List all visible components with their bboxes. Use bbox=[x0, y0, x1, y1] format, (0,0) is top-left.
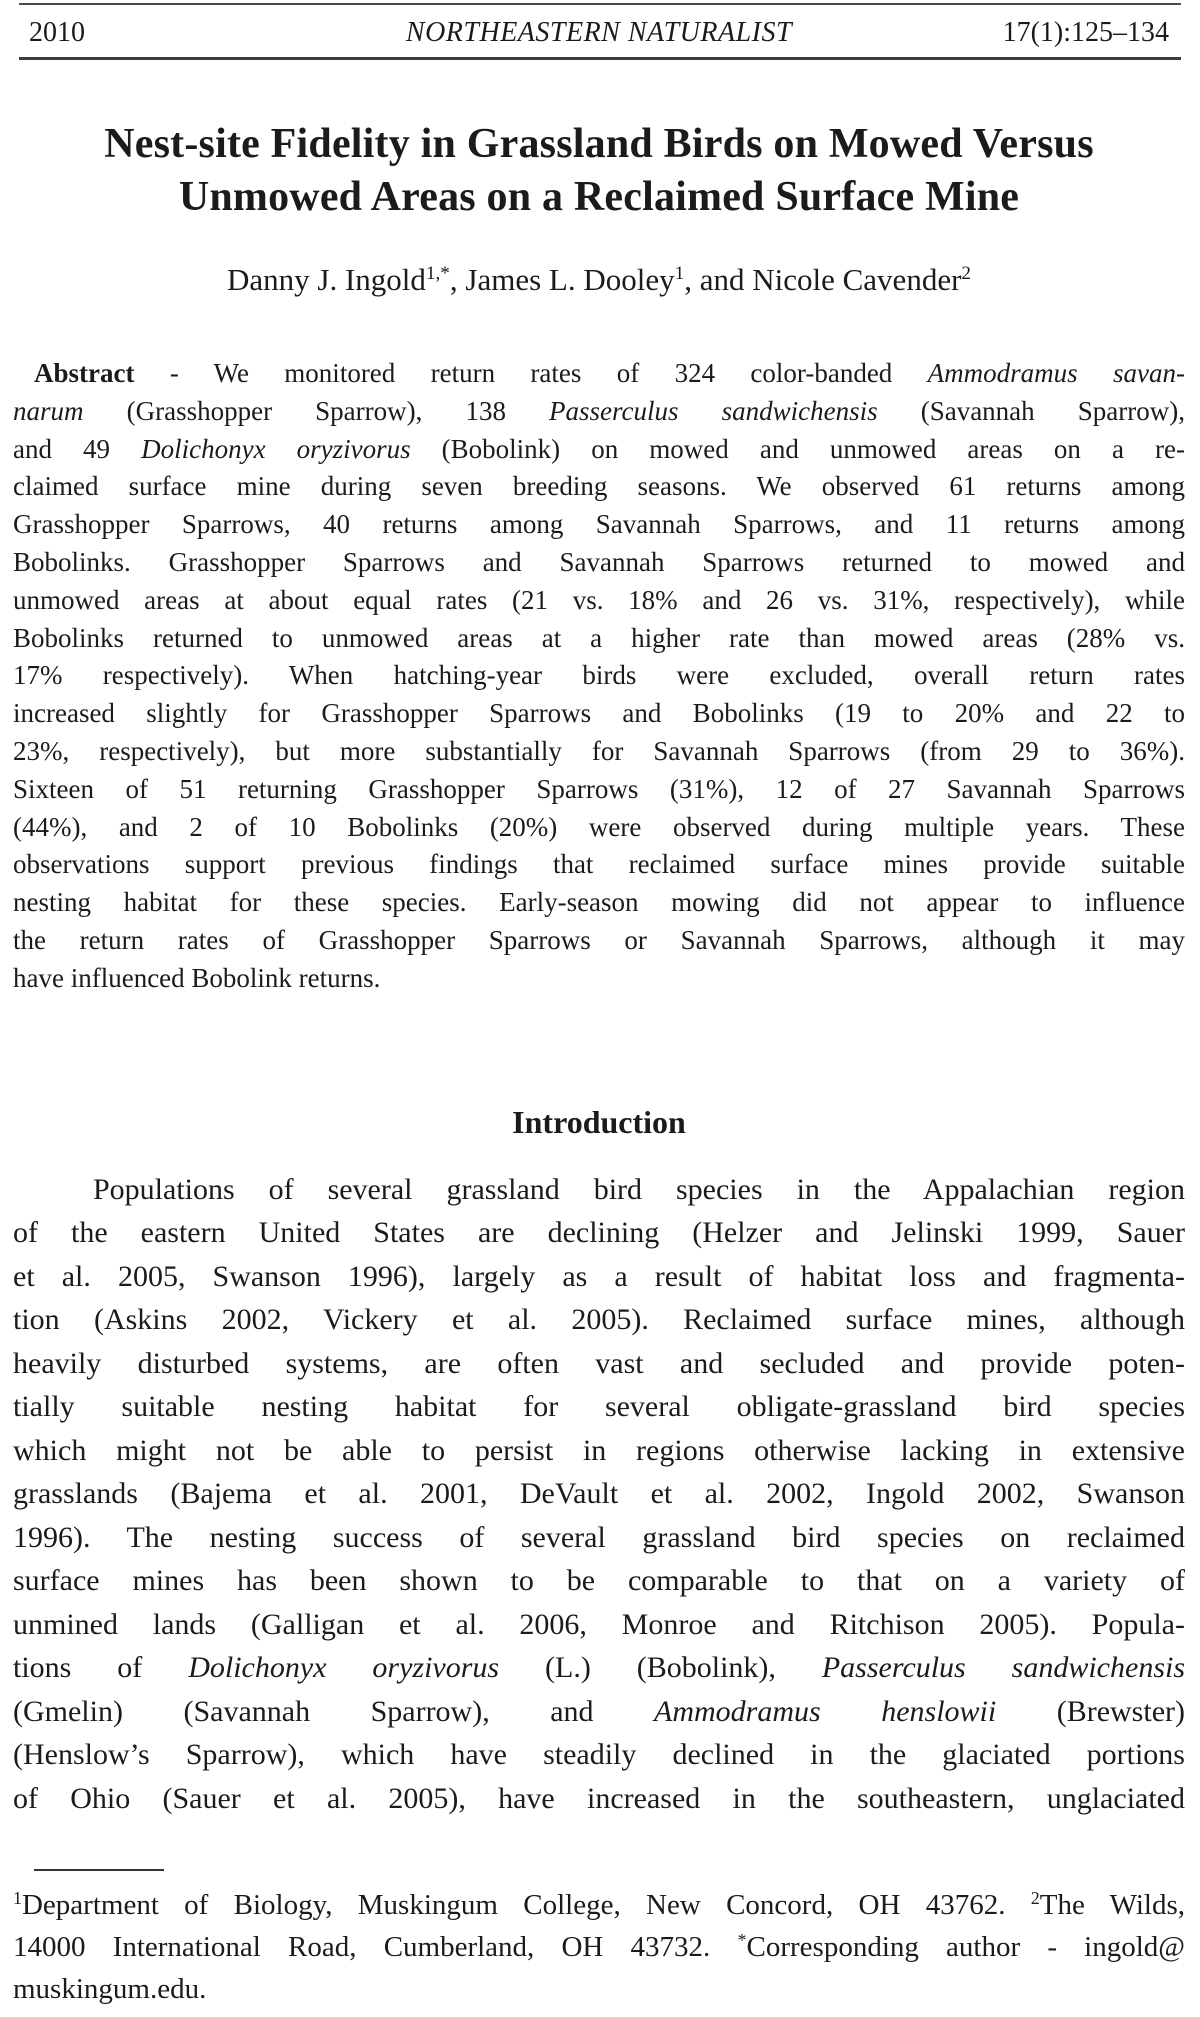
text-line bbox=[13, 733, 1185, 771]
text-run: grasslands (Bajema et al. 2001, DeVault et al. 2002, Ingold 2002, Swanson bbox=[13, 1477, 1185, 1511]
text-run: Grasshopper Sparrows, 40 returns among Savannah Sparrows, and 11 returns among bbox=[13, 509, 1185, 540]
text-line bbox=[13, 1342, 1185, 1386]
text-run: Bobolinks. Grasshopper Sparrows and Savannah Sparrows returned to mowed and bbox=[13, 546, 1185, 577]
text-run: of Ohio (Sauer et al. 2005), have increased in the southeastern, unglaciated bbox=[13, 1781, 1185, 1815]
superscript-marker: 1 bbox=[674, 263, 685, 285]
header-volume-pages: 17(1):125–134 bbox=[1002, 17, 1169, 48]
superscript-marker: 1 bbox=[13, 1888, 22, 1909]
text-run: of the eastern United States are declining (Helzer and Jelinski 1999, Sauer bbox=[13, 1216, 1185, 1250]
text-line bbox=[13, 1559, 1185, 1603]
text-run: - We monitored return rates of 324 color-banded bbox=[134, 358, 928, 388]
text-line bbox=[13, 922, 1185, 960]
superscript-marker: * bbox=[737, 1930, 747, 1951]
text-run: 1996). The nesting success of several grassland bird species on reclaimed bbox=[13, 1520, 1185, 1554]
text-line bbox=[13, 1646, 1185, 1690]
text-run: (Bobolink) on mowed and unmowed areas on a re- bbox=[410, 433, 1185, 464]
footnote-block bbox=[13, 1884, 1185, 2010]
section-heading-introduction: Introduction bbox=[512, 1103, 686, 1140]
text-run: Sixteen of 51 returning Grasshopper Sparrows (31%), 12 of 27 Savannah Sparrows bbox=[13, 773, 1185, 804]
text-line bbox=[13, 1298, 1185, 1342]
text-run: unmined lands (Galligan et al. 2006, Monroe and Ritchison 2005). Popula- bbox=[13, 1607, 1185, 1641]
text-run: tion (Askins 2002, Vickery et al. 2005). Reclaimed surface mines, although bbox=[13, 1303, 1185, 1337]
abstract-paragraph bbox=[13, 355, 1185, 998]
text-run: narum bbox=[13, 395, 84, 426]
text-run: Dolichonyx oryzivorus bbox=[188, 1651, 500, 1685]
text-run: Ammodramus savan- bbox=[927, 358, 1185, 388]
text-line bbox=[13, 620, 1185, 658]
text-run: heavily disturbed systems, are often vast and secluded and provide poten- bbox=[13, 1346, 1185, 1380]
text-line bbox=[13, 544, 1185, 582]
text-run: (44%), and 2 of 10 Bobolinks (20%) were observed during multiple years. These bbox=[13, 811, 1185, 842]
text-run: unmowed areas at about equal rates (21 vs. 18% and 26 vs. 31%, respectively), while bbox=[13, 584, 1185, 615]
text-line bbox=[13, 1472, 1185, 1516]
text-line bbox=[13, 809, 1185, 847]
text-line bbox=[13, 1777, 1185, 1821]
text-run: Populations of several grassland bird species in the Appalachian region bbox=[93, 1172, 1185, 1206]
text-line bbox=[13, 506, 1185, 544]
text-line bbox=[13, 960, 1185, 998]
text-run: Passerculus sandwichensis bbox=[549, 395, 878, 426]
text-run: 23%, respectively), but more substantially for Savannah Sparrows (from 29 to 36%). bbox=[13, 735, 1185, 766]
text-run: have influenced Bobolink returns. bbox=[13, 962, 381, 993]
text-run: The Wilds, bbox=[1039, 1889, 1185, 1922]
superscript-marker: 1,* bbox=[425, 263, 450, 285]
text-line bbox=[13, 431, 1185, 469]
text-run: Dolichonyx oryzivorus bbox=[141, 433, 411, 464]
text-run: Passerculus sandwichensis bbox=[821, 1651, 1186, 1685]
journal-header bbox=[13, 5, 1185, 51]
text-line bbox=[13, 393, 1185, 431]
footnote-rule bbox=[34, 1869, 164, 1871]
text-run: (Gmelin) (Savannah Sparrow), and bbox=[13, 1694, 655, 1728]
article-title bbox=[13, 118, 1185, 224]
text-line bbox=[13, 1385, 1185, 1429]
text-run: nesting habitat for these species. Early-season mowing did not appear to influence bbox=[13, 887, 1185, 918]
text-run: 14000 International Road, Cumberland, OH 43732. bbox=[13, 1931, 738, 1964]
text-run: 17% respectively). When hatching-year birds were excluded, overall return rates bbox=[13, 660, 1185, 691]
text-line bbox=[13, 884, 1185, 922]
text-run: (L.) (Bobolink), bbox=[499, 1651, 822, 1685]
text-run: Bobolinks returned to unmowed areas at a higher rate than mowed areas (28% vs. bbox=[13, 622, 1185, 653]
text-run: the return rates of Grasshopper Sparrows or Savannah Sparrows, although it may bbox=[13, 924, 1185, 955]
text-line bbox=[13, 1211, 1185, 1255]
text-run: surface mines has been shown to be comparable to that on a variety of bbox=[13, 1564, 1185, 1598]
text-line bbox=[13, 1255, 1185, 1299]
text-line bbox=[13, 1690, 1185, 1734]
text-run: which might not be able to persist in regions otherwise lacking in extensive bbox=[13, 1433, 1185, 1467]
text-run: Corresponding author - ingold@ bbox=[746, 1931, 1186, 1964]
text-line bbox=[13, 1884, 1185, 1926]
text-line bbox=[13, 468, 1185, 506]
text-run: (Grasshopper Sparrow), 138 bbox=[83, 395, 550, 426]
header-year: 2010 bbox=[29, 17, 85, 48]
text-run: (Brewster) bbox=[996, 1694, 1185, 1728]
text-run: claimed surface mine during seven breeding seasons. We observed 61 returns among bbox=[13, 471, 1185, 502]
text-line bbox=[13, 695, 1185, 733]
text-line bbox=[13, 1603, 1185, 1647]
text-line bbox=[13, 1926, 1185, 1968]
text-run: Danny J. Ingold bbox=[226, 262, 426, 297]
text-run: increased slightly for Grasshopper Sparrows and Bobolinks (19 to 20% and 22 to bbox=[13, 698, 1185, 729]
text-line bbox=[13, 1429, 1185, 1473]
text-line bbox=[13, 657, 1185, 695]
text-line bbox=[13, 1516, 1185, 1560]
header-journal-name: NORTHEASTERN NATURALIST bbox=[405, 17, 793, 48]
text-run: and 49 bbox=[13, 433, 142, 464]
text-line bbox=[13, 1168, 1185, 1212]
text-run: tially suitable nesting habitat for several obligate-grassland bird species bbox=[13, 1390, 1185, 1424]
text-line bbox=[13, 1733, 1185, 1777]
text-line bbox=[13, 846, 1185, 884]
text-run: , James L. Dooley bbox=[449, 262, 675, 297]
author-byline bbox=[13, 260, 1185, 300]
text-run: (Savannah Sparrow), bbox=[877, 395, 1185, 426]
text-run: (Henslow’s Sparrow), which have steadily declined in the glaciated portions bbox=[13, 1738, 1185, 1772]
text-line bbox=[13, 771, 1185, 809]
text-run: Department of Biology, Muskingum College, New Concord, OH 43762. bbox=[21, 1889, 1031, 1922]
text-line bbox=[13, 355, 1185, 393]
superscript-marker: 2 bbox=[1030, 1888, 1040, 1909]
text-run: Abstract bbox=[34, 358, 135, 388]
introduction-paragraph bbox=[13, 1168, 1185, 1821]
text-run: Ammodramus henslowii bbox=[654, 1694, 997, 1728]
text-run: observations support previous findings that reclaimed surface mines provide suitable bbox=[13, 849, 1185, 880]
text-line bbox=[13, 582, 1185, 620]
header-bottom-rule bbox=[19, 57, 1181, 60]
text-run: et al. 2005, Swanson 1996), largely as a result of habitat loss and fragmenta- bbox=[13, 1259, 1185, 1293]
text-run: tions of bbox=[13, 1651, 189, 1685]
text-line bbox=[13, 1968, 1185, 2010]
article-title-line-1: Nest-site Fidelity in Grassland Birds on Mowed Versus bbox=[104, 121, 1094, 167]
article-title-line-2: Unmowed Areas on a Reclaimed Surface Mine bbox=[178, 174, 1020, 220]
text-run: , and Nicole Cavender bbox=[684, 262, 962, 297]
text-run: muskingum.edu. bbox=[13, 1973, 207, 2006]
superscript-marker: 2 bbox=[961, 263, 972, 285]
